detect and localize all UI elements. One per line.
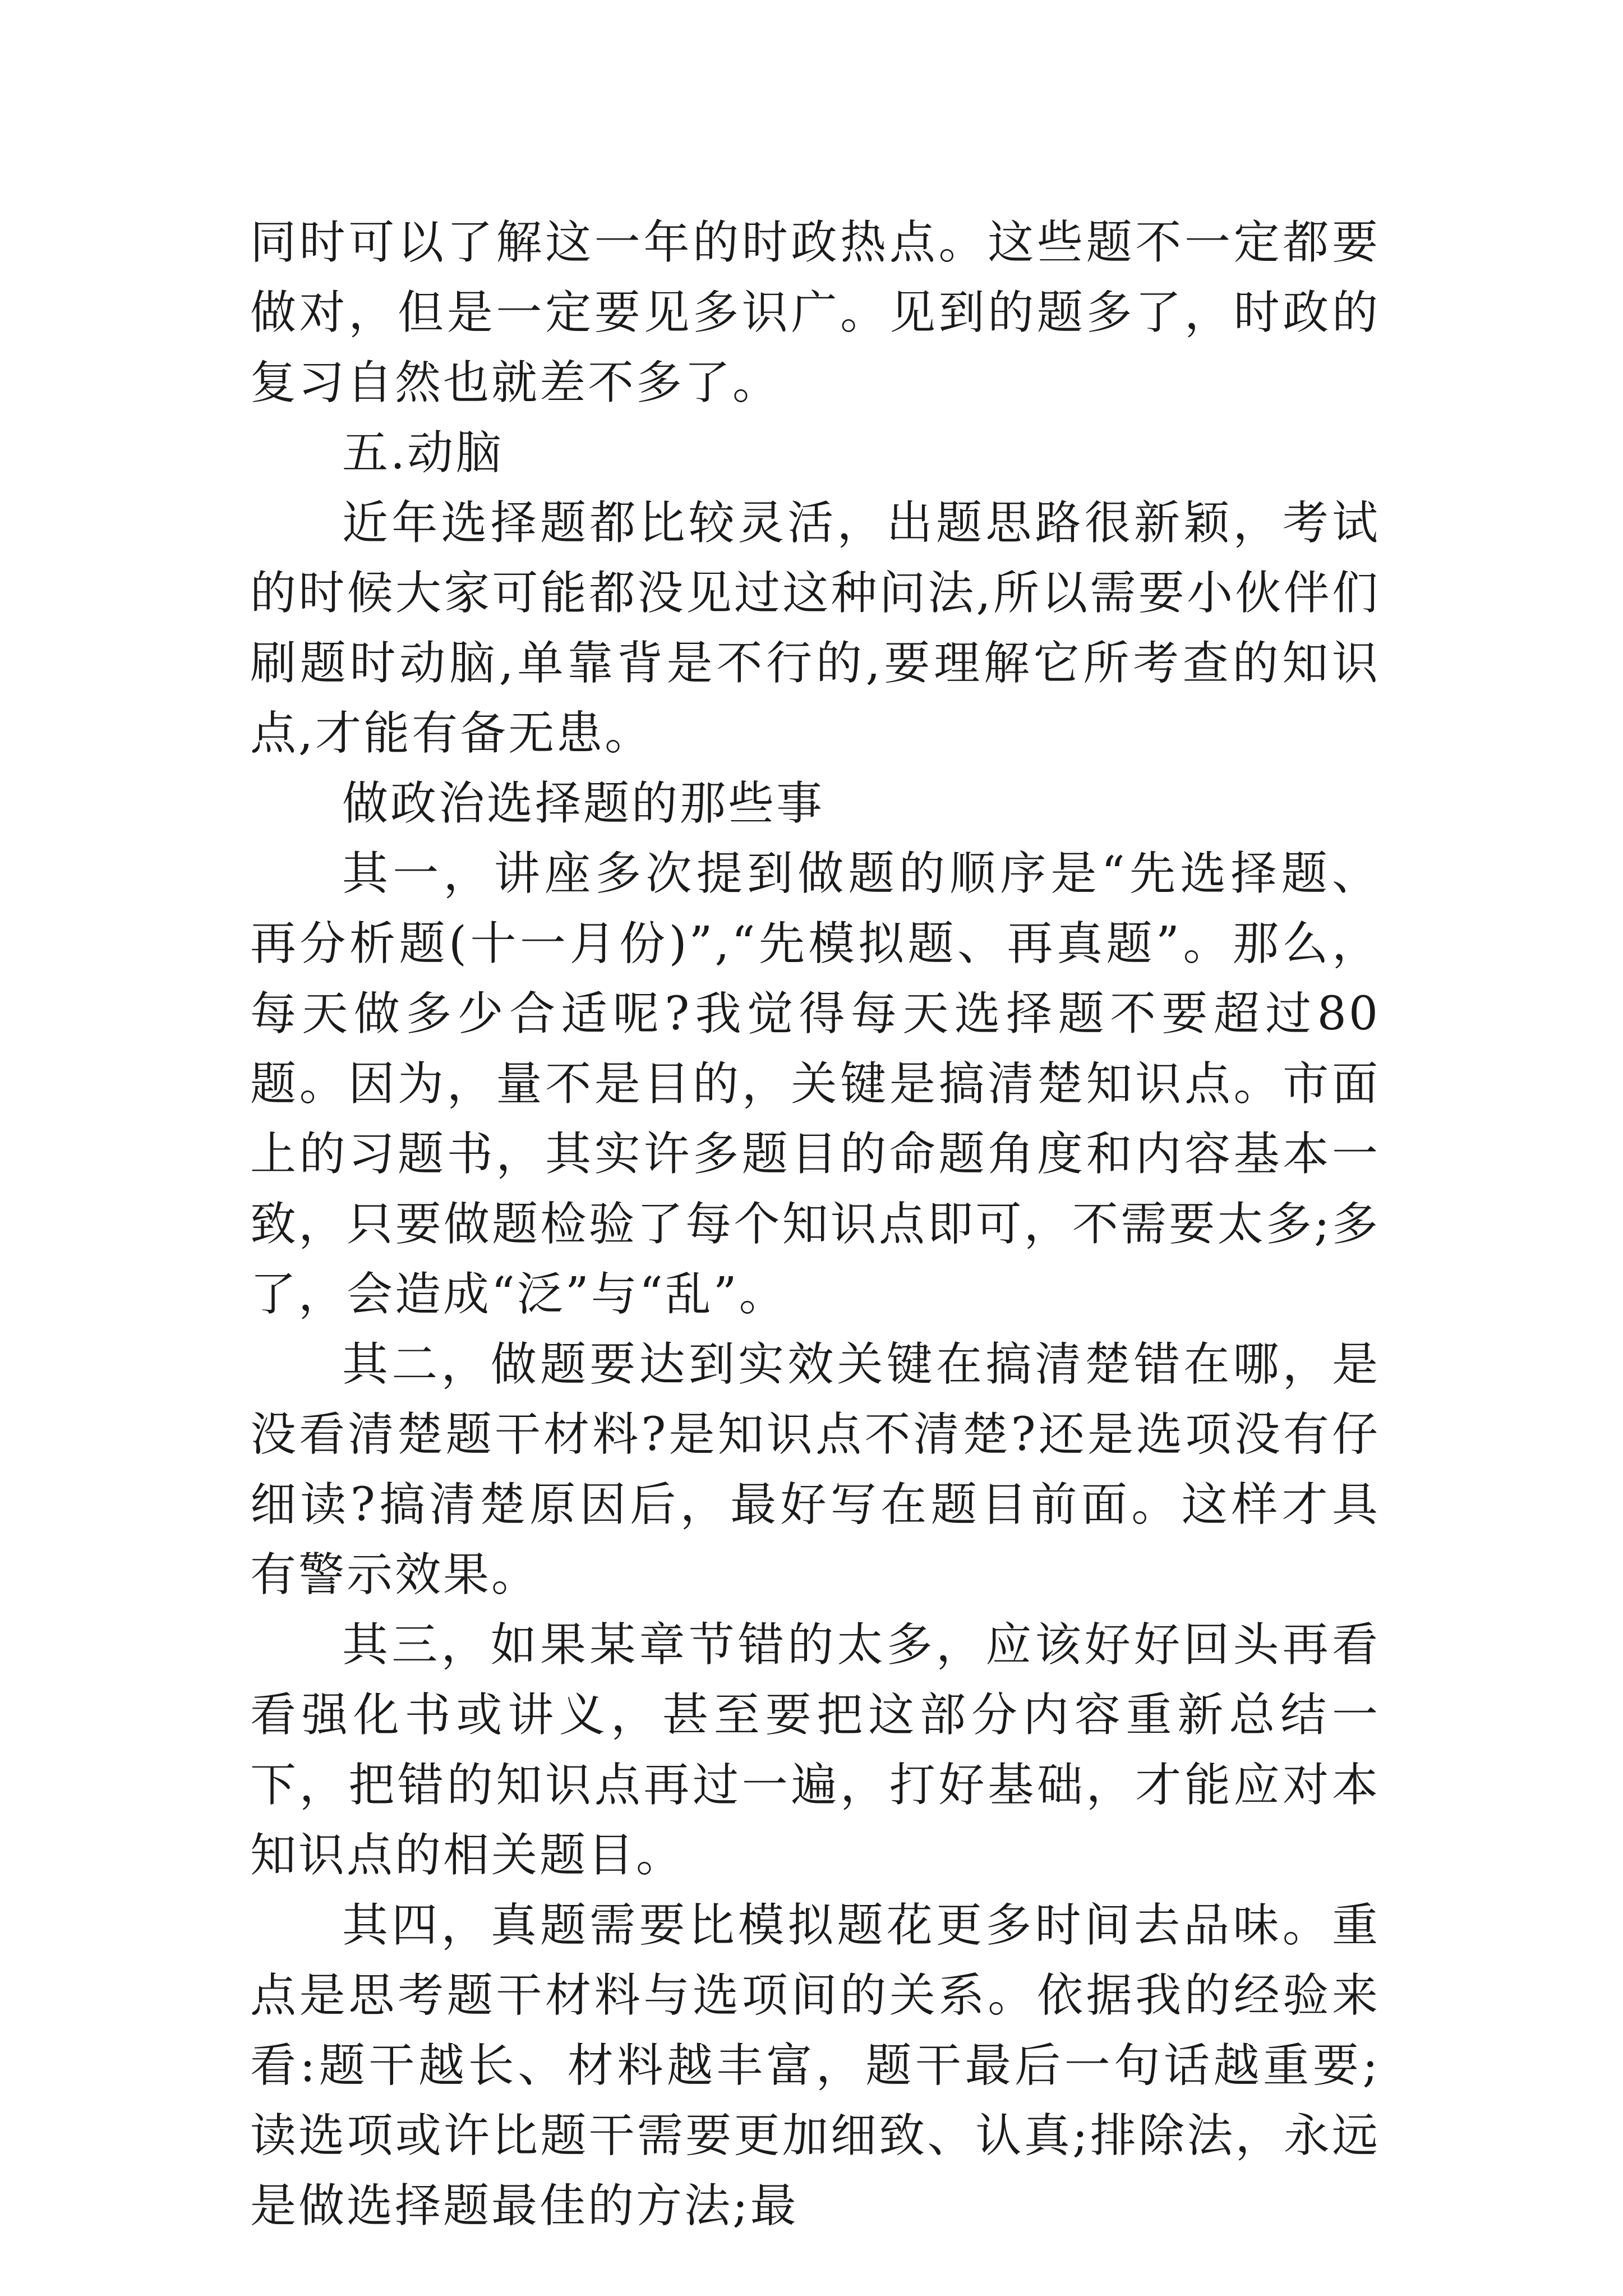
paragraph-second: 其二，做题要达到实效关键在搞清楚错在哪，是没看清楚题干材料?是知识点不清楚?还是选项没有仔细读?搞清楚原因后，最好写在题目前面。这样才具有警示效果。 — [250, 1338, 1380, 1602]
section-heading-choice-questions: 做政治选择题的那些事 — [342, 777, 825, 830]
paragraph-continuation: 同时可以了解这一年的时政热点。这些题不一定都要做对，但是一定要见多识广。见到的题多了，时政的复习自然也就差不多了。 — [250, 216, 1380, 409]
paragraph-fourth: 其四，真题需要比模拟题花更多时间去品味。重点是思考题干材料与选项间的关系。依据我的经验来看:题干越长、材料越丰富，题干最后一句话越重要;读选项或许比题干需要更加细致、认真;排除法，永远是做选择题最佳的方法;最 — [250, 1899, 1380, 2233]
paragraph-dongnao: 近年选择题都比较灵活，出题思路很新颖，考试的时候大家可能都没见过这种问法,所以需要小伙伴们刷题时动脑,单靠背是不行的,要理解它所考查的知识点,才能有备无患。 — [250, 496, 1380, 760]
section-heading-dongnao: 五.动脑 — [342, 426, 504, 480]
document-page — [250, 208, 1380, 2241]
paragraph-third: 其三，如果某章节错的太多，应该好好回头再看看强化书或讲义，甚至要把这部分内容重新总结一下，把错的知识点再过一遍，打好基础，才能应对本知识点的相关题目。 — [250, 1618, 1380, 1882]
paragraph-first: 其一，讲座多次提到做题的顺序是“先选择题、再分析题(十一月份)”,“先模拟题、再真题”。那么，每天做多少合适呢?我觉得每天选择题不要超过80题。因为，量不是目的，关键是搞清楚知识点。市面上的习题书，其实许多题目的命题角度和内容基本一致，只要做题检验了每个知识点即可，不需要太多;多了，会造成“泛”与“乱”。 — [250, 847, 1380, 1321]
